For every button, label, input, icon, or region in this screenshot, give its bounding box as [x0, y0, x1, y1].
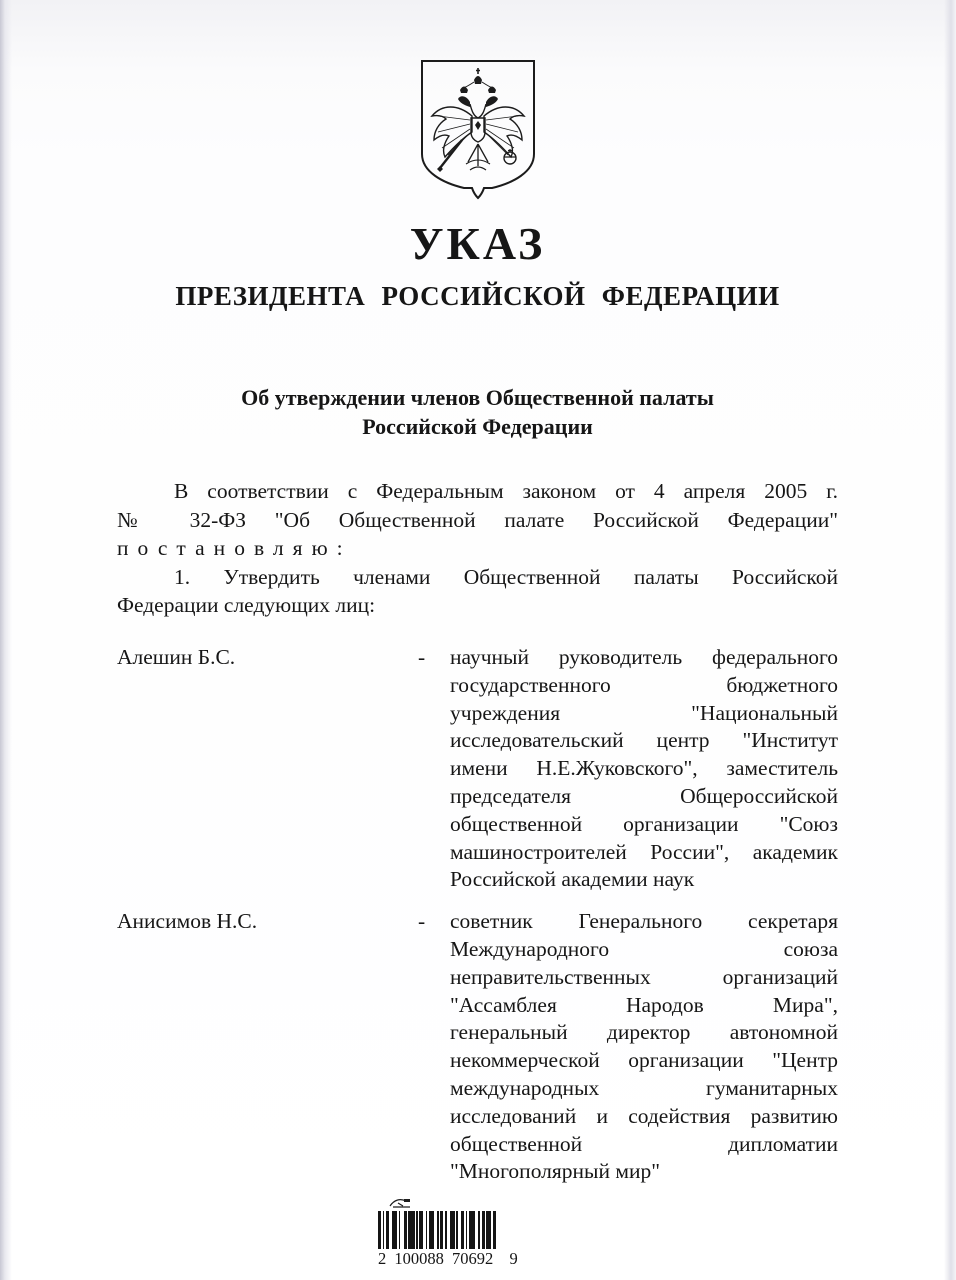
text-line: Российской академии наук	[450, 867, 695, 892]
text-line: председателя Общероссийской	[450, 783, 838, 808]
text-line: общественной организации "Союз	[450, 811, 838, 836]
clause1-line-2: Федерации следующих лиц:	[117, 593, 376, 618]
text-line: Международного союза	[450, 936, 838, 961]
preamble-line-3: постановляю:	[117, 536, 352, 561]
barcode-bars	[378, 1211, 496, 1249]
decree-subject	[117, 383, 838, 441]
member-dash: -	[418, 644, 426, 669]
decree-issuer: ПРЕЗИДЕНТА РОССИЙСКОЙ ФЕДЕРАЦИИ	[175, 281, 780, 311]
member-name: Алешин Б.С.	[117, 644, 236, 669]
text-line: "Ассамблея Народов Мира",	[450, 992, 838, 1017]
barcode-stamp-icon	[386, 1196, 416, 1210]
subject-line-1: Об утверждении членов Общественной палаты	[241, 385, 714, 410]
barcode-number: 2 100088 70692 9	[378, 1249, 518, 1269]
decree-title: УКАЗ	[409, 218, 546, 269]
russia-coat-of-arms-icon	[418, 58, 538, 200]
text-line: общественной дипломатии	[450, 1131, 838, 1156]
barcode	[378, 1196, 518, 1269]
member-row	[117, 908, 838, 1186]
text-line: машиностроителей России", академик	[450, 839, 838, 864]
subject-line-2: Российской Федерации	[362, 414, 593, 439]
decree-body	[117, 477, 838, 620]
member-row	[117, 644, 838, 894]
text-line: некоммерческой организации "Центр	[450, 1048, 838, 1073]
text-line: учреждения "Национальный	[450, 700, 838, 725]
member-name: Анисимов Н.С.	[117, 909, 258, 934]
member-dash: -	[418, 909, 426, 934]
text-line: исследовательский центр "Институт	[450, 728, 838, 753]
preamble-line-1: В соответствии с Федеральным законом от 4 апреля 2005 г.	[174, 479, 838, 503]
text-line: неправительственных организаций	[450, 964, 838, 989]
text-line: исследований и содействия развитию	[450, 1103, 838, 1128]
preamble-line-2: № 32-ФЗ "Об Общественной палате Российской Федерации"	[117, 507, 838, 532]
text-line: генеральный директор автономной	[450, 1020, 838, 1045]
text-line: советник Генерального секретаря	[450, 909, 838, 934]
text-line: международных гуманитарных	[450, 1075, 838, 1100]
member-description	[450, 908, 838, 1186]
text-line: имени Н.Е.Жуковского", заместитель	[450, 756, 838, 781]
member-description	[450, 644, 838, 894]
text-line: государственного бюджетного	[450, 672, 838, 697]
clause1-line-1: 1. Утвердить членами Общественной палаты Российской	[174, 564, 838, 589]
text-line: научный руководитель федерального	[450, 644, 838, 669]
text-line: "Многополярный мир"	[450, 1159, 660, 1184]
